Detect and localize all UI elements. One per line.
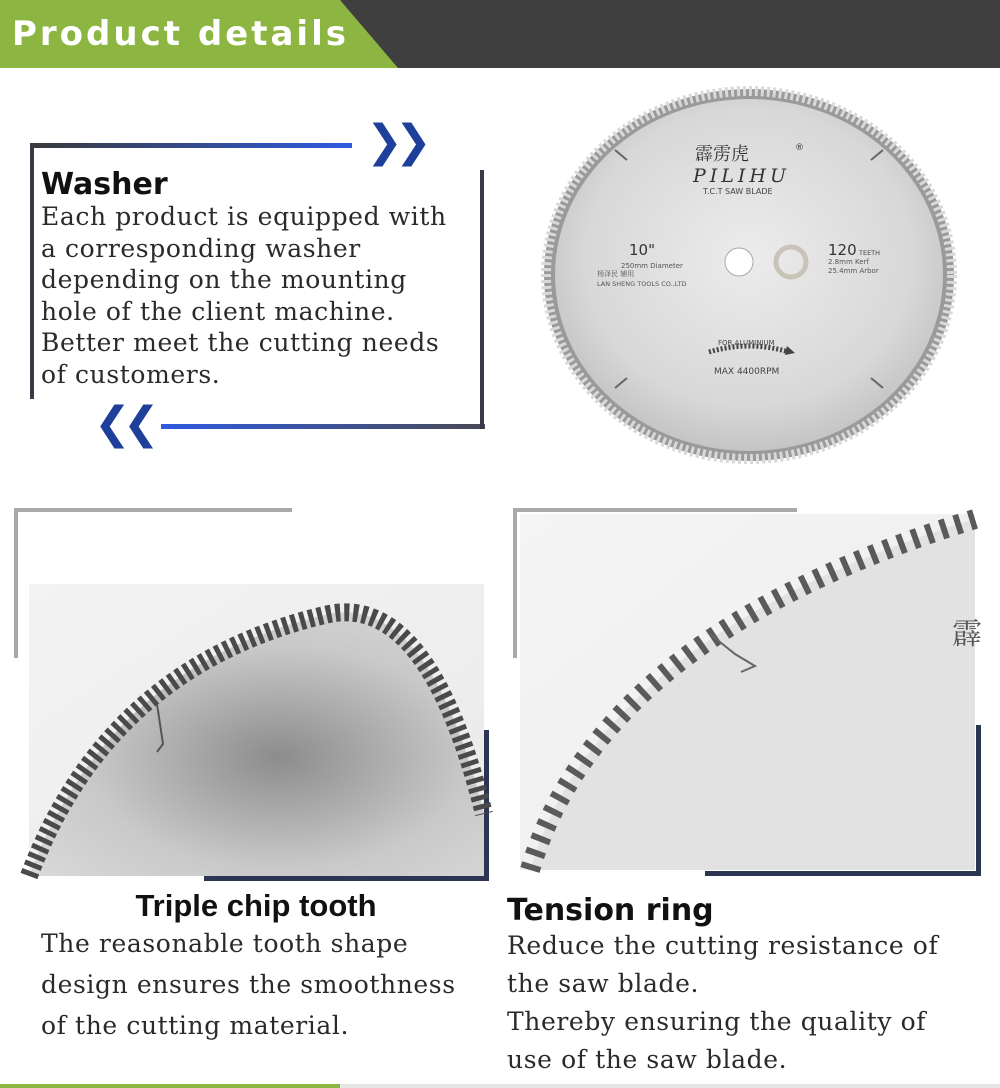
blade-brand: PILIHU <box>693 165 790 187</box>
blade-diameter: 250mm Diameter <box>621 262 683 270</box>
triple-chip-line: design ensures the smoothness <box>41 970 456 999</box>
footer-divider <box>0 1084 1000 1088</box>
blade-arbor: 25.4mm Arbor <box>828 267 879 275</box>
blade-kerf: 2.8mm Kerf <box>828 258 869 266</box>
chevron-right-icon: ❯❯ <box>366 116 424 167</box>
washer-line: hole of the client machine. <box>41 296 395 326</box>
washer-line: of customers. <box>41 359 221 389</box>
washer-line: depending on the mounting <box>41 265 407 294</box>
tension-ring-line: Reduce the cutting resistance of <box>507 931 939 960</box>
tension-ring-line: use of the saw blade. <box>507 1045 788 1074</box>
washer-line: Better meet the cutting needs <box>41 328 440 357</box>
washer-heading: Washer <box>41 167 168 202</box>
page-title: Product details <box>12 14 349 54</box>
svg-text:霹: 霹 <box>952 617 982 652</box>
blade-teeth-count: 120 <box>828 241 857 259</box>
blade-brand-cn: 霹雳虎 <box>695 144 749 165</box>
saw-blade-image <box>543 88 955 462</box>
blade-size: 10" <box>629 241 655 259</box>
blade-rpm: MAX 4400RPM <box>714 367 780 377</box>
triple-chip-line: of the cutting material. <box>41 1011 350 1040</box>
blade-type: T.C.T SAW BLADE <box>703 187 773 196</box>
tension-ring-title: Tension ring <box>507 893 714 928</box>
blade-registered: ® <box>795 143 804 153</box>
blade-maker: LAN SHENG TOOLS CO.,LTD <box>597 280 687 288</box>
washer-line: Each product is equipped with <box>41 202 447 231</box>
triple-chip-title: Triple chip tooth <box>135 888 377 923</box>
triple-chip-line: The reasonable tooth shape <box>41 929 409 958</box>
tension-ring-line: the saw blade. <box>507 969 700 998</box>
blade-teeth-unit: TEETH <box>859 249 881 257</box>
blade-maker-cn: 杨泽民 辅用 <box>597 270 635 278</box>
washer-line: a corresponding washer <box>41 233 361 263</box>
washer-description <box>41 201 481 390</box>
tension-ring-description <box>507 927 938 1079</box>
blade-purpose: FOR ALUMINIUM <box>718 339 775 347</box>
triple-chip-description <box>41 923 456 1046</box>
triple-chip-tooth-image <box>29 584 484 876</box>
tension-ring-image <box>520 514 982 870</box>
tension-ring-line: Thereby ensuring the quality of <box>507 1007 927 1036</box>
chevron-left-icon: ❮❮ <box>94 398 152 449</box>
